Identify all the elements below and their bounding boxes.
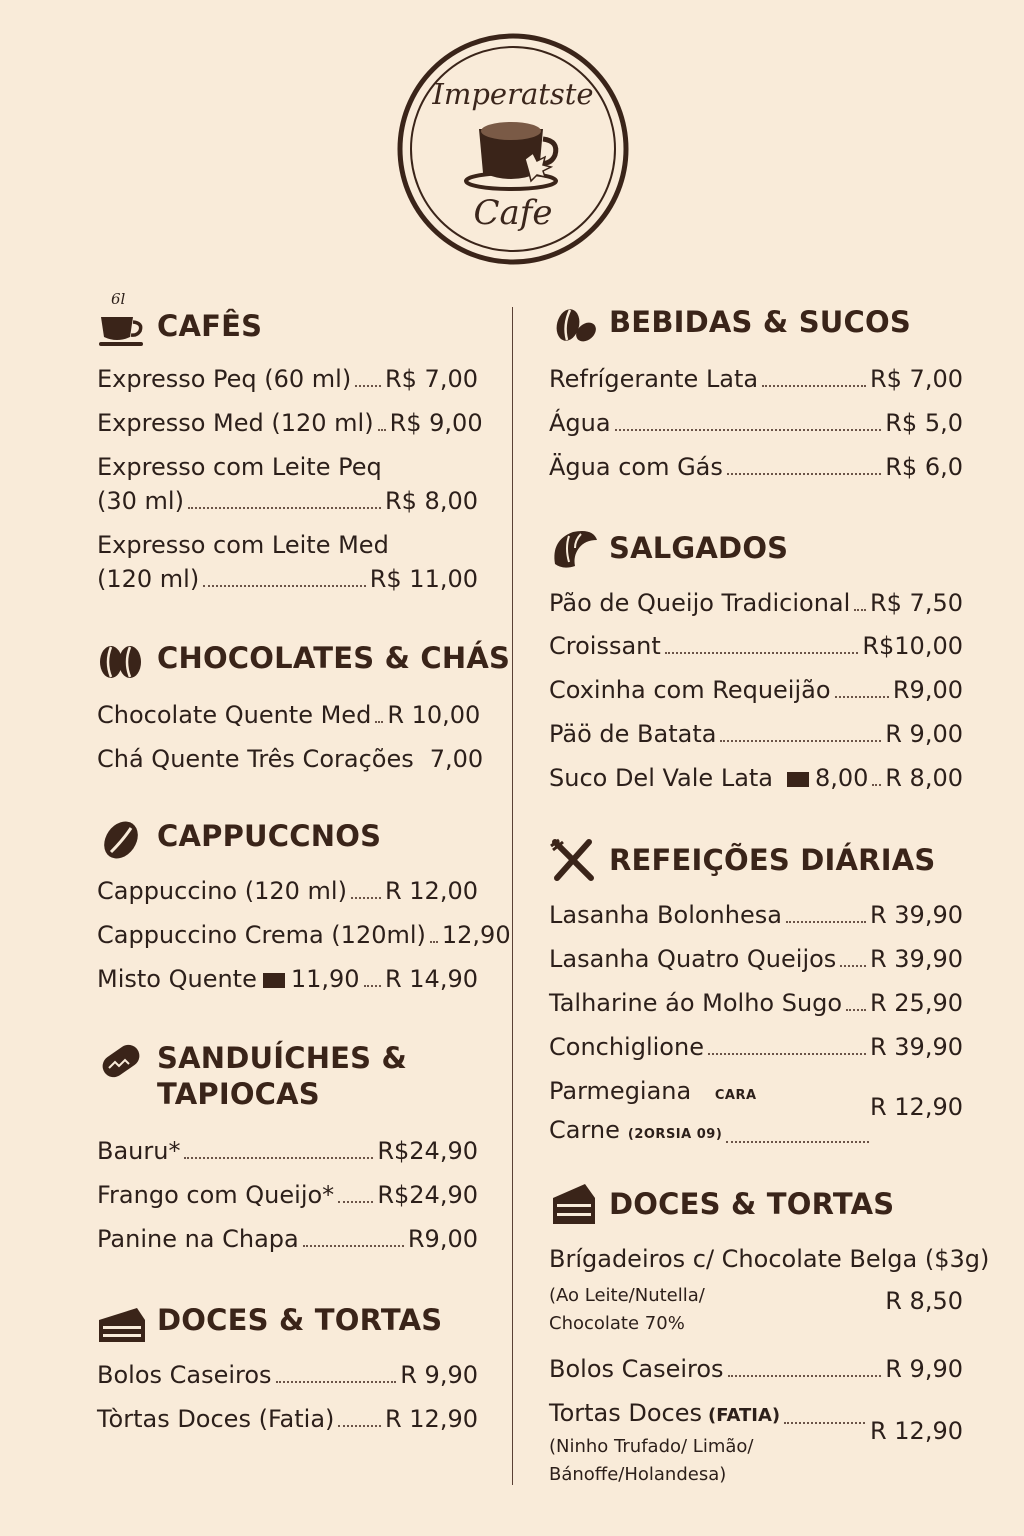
menu-item <box>549 362 963 396</box>
sandwich-icon <box>97 1040 147 1086</box>
item-tag: (FATIA) <box>708 1405 781 1426</box>
coffee-cup-icon <box>97 308 147 354</box>
item-detail: (Ao Leite/Nutella/ <box>549 1285 705 1306</box>
item-name: Päö de Batata <box>549 720 717 748</box>
croissant-icon <box>549 526 599 572</box>
item-name: Bolos Caseiros <box>549 1355 724 1383</box>
item-name: Croissant <box>549 632 661 660</box>
section-title: CAPPUCCNOS <box>157 819 382 853</box>
item-name: Pão de Queijo Tradicional <box>549 589 851 617</box>
item-price: R$ 5,0 <box>885 409 963 437</box>
item-price: R 8,00 <box>885 764 963 792</box>
section-refeicoes <box>549 838 963 1144</box>
section-title: REFEIÇÕES DIÁRIAS <box>609 843 936 877</box>
menu-item <box>97 406 483 440</box>
item-price: R 9,90 <box>885 1355 963 1383</box>
item-name-cont: (120 ml) <box>97 565 200 593</box>
item-name: Parmegiana <box>549 1077 692 1105</box>
item-price: R 12,90 <box>869 1093 963 1121</box>
item-price: R$ 7,00 <box>869 365 963 393</box>
item-name: Cappuccino Crema (120ml) <box>97 921 426 949</box>
item-name: Água <box>549 409 611 437</box>
menu-item <box>97 1222 478 1256</box>
cafe-logo <box>397 33 629 265</box>
item-name: Brígadeiros c/ Chocolate Belga ($3g) <box>549 1245 990 1273</box>
menu-item <box>549 761 963 795</box>
logo-brand-name: Imperatste <box>432 77 594 111</box>
section-title: SALGADOS <box>609 531 789 565</box>
menu-item <box>549 717 963 751</box>
menu-item <box>549 942 963 976</box>
item-note: (2ORSIA 09) <box>627 1127 723 1142</box>
item-price: R$ 7,50 <box>869 589 963 617</box>
item-detail: Chocolate 70% <box>549 1313 685 1334</box>
item-price: R 9,90 <box>400 1361 478 1389</box>
menu-item <box>97 1402 478 1436</box>
item-name-cont: (30 ml) <box>97 487 184 515</box>
column-divider <box>512 307 513 1485</box>
section-chocolates <box>97 640 511 773</box>
item-name: Frango com Queijo* <box>97 1181 335 1209</box>
item-name: Bauru* <box>97 1137 181 1165</box>
item-extra: 11,90 <box>290 965 360 993</box>
section-badge: 6l <box>111 290 126 308</box>
menu-item <box>97 1358 478 1392</box>
item-detail: Bánoffe/Holandesa) <box>549 1464 727 1485</box>
menu-item <box>549 450 963 484</box>
section-title: CAFÊS <box>157 309 263 343</box>
item-price: R 39,90 <box>869 901 963 929</box>
item-price: R 12,90 <box>869 1417 963 1445</box>
item-price: R$ 7,00 <box>384 365 478 393</box>
menu-item <box>97 962 478 996</box>
item-price: 12,90 <box>441 921 511 949</box>
item-name: Coxinha com Requeijão <box>549 676 831 704</box>
item-price: R 12,00 <box>384 877 478 905</box>
coffee-bean-icon <box>97 818 147 864</box>
item-name: Lasanha Quatro Queijos <box>549 945 837 973</box>
cake-slice-icon <box>549 1182 599 1228</box>
section-title: BEBIDAS & SUCOS <box>609 305 911 339</box>
item-extra: 8,00 <box>815 764 869 792</box>
item-name: Talharine áo Molho Sugo <box>549 989 843 1017</box>
menu-item <box>97 918 511 952</box>
item-name: Bolos Caseiros <box>97 1361 272 1389</box>
item-price: R 8,50 <box>885 1287 963 1315</box>
item-name: Ägua com Gás <box>549 453 723 481</box>
menu-item <box>549 1030 963 1064</box>
item-name: Cappuccino (120 ml) <box>97 877 347 905</box>
section-title: SANDUÍCHES & TAPIOCAS <box>157 1041 408 1111</box>
item-price: R 39,90 <box>869 1033 963 1061</box>
fork-knife-icon <box>549 838 599 884</box>
item-name: Expresso Peq (60 ml) <box>97 365 352 393</box>
menu-item <box>549 586 963 620</box>
menu-item <box>549 898 963 932</box>
card-icon <box>263 973 285 988</box>
section-title: CHOCOLATES & CHÁS <box>157 641 511 675</box>
item-price: R9,00 <box>407 1225 478 1253</box>
item-name: Chocolate Quente Med <box>97 701 372 729</box>
item-price: R 14,90 <box>384 965 478 993</box>
menu-item <box>97 362 478 396</box>
coffee-beans-icon <box>549 304 599 350</box>
menu-item <box>97 450 478 518</box>
section-title: DOCES & TORTAS <box>157 1303 443 1337</box>
item-price: R$ 8,00 <box>384 487 478 515</box>
item-name: Conchiglione <box>549 1033 704 1061</box>
item-tag: CARA <box>714 1088 757 1103</box>
menu-item <box>97 742 484 776</box>
menu-item-brigadeiros <box>549 1242 990 1338</box>
item-name: Panine na Chapa <box>97 1225 299 1253</box>
menu-item <box>97 1178 478 1212</box>
section-cafes <box>97 290 483 593</box>
menu-item <box>97 874 478 908</box>
item-price: R9,00 <box>892 676 963 704</box>
item-price: R$ 9,00 <box>389 409 483 437</box>
item-price: R 25,90 <box>869 989 963 1017</box>
section-sanduiches <box>97 1040 478 1253</box>
menu-item-tortas <box>549 1396 963 1489</box>
item-price: R$ 11,00 <box>369 565 478 593</box>
section-doces <box>97 1302 478 1433</box>
item-name: Tòrtas Doces (Fatia) <box>97 1405 335 1433</box>
menu-item <box>97 698 481 732</box>
item-price: R$ 6,0 <box>885 453 963 481</box>
section-salgados <box>549 526 963 792</box>
item-name: Expresso com Leite Peq <box>97 453 382 481</box>
section-cappuccinos <box>97 818 511 993</box>
coffee-bean-icon <box>97 640 147 686</box>
item-name: Refrígerante Lata <box>549 365 759 393</box>
menu-item <box>97 528 478 596</box>
menu-item <box>549 1352 963 1386</box>
item-price: R$10,00 <box>862 632 963 660</box>
item-name: Tortas Doces <box>549 1399 703 1427</box>
item-price: R 9,00 <box>885 720 963 748</box>
item-price: R$24,90 <box>377 1181 478 1209</box>
item-name: Suco Del Vale Lata <box>549 764 774 792</box>
menu-item <box>97 1134 478 1168</box>
item-name: Lasanha Bolonhesa <box>549 901 782 929</box>
item-name: Misto Quente <box>97 965 257 993</box>
item-price: 7,00 <box>429 745 484 773</box>
item-price: R 12,90 <box>384 1405 478 1433</box>
menu-item <box>549 673 963 707</box>
item-price: R 10,00 <box>387 701 481 729</box>
menu-item-parmegiana <box>549 1074 963 1152</box>
section-doces-right <box>549 1182 990 1485</box>
item-name: Chá Quente Três Corações <box>97 745 414 773</box>
cake-slice-icon <box>97 1302 147 1348</box>
item-name: Expresso com Leite Med <box>97 531 389 559</box>
item-name-cont: Carne <box>549 1116 620 1144</box>
menu-item <box>549 986 963 1020</box>
section-bebidas <box>549 304 963 481</box>
menu-item <box>549 629 963 663</box>
item-price: R$24,90 <box>377 1137 478 1165</box>
item-detail: (Ninho Trufado/ Limão/ <box>549 1436 754 1457</box>
coffee-cup-icon <box>466 122 556 189</box>
logo-subtitle: Cafe <box>473 193 553 233</box>
section-title: DOCES & TORTAS <box>609 1187 895 1221</box>
menu-item <box>549 406 963 440</box>
item-name: Expresso Med (120 ml) <box>97 409 374 437</box>
card-icon <box>787 772 809 787</box>
item-price: R 39,90 <box>869 945 963 973</box>
